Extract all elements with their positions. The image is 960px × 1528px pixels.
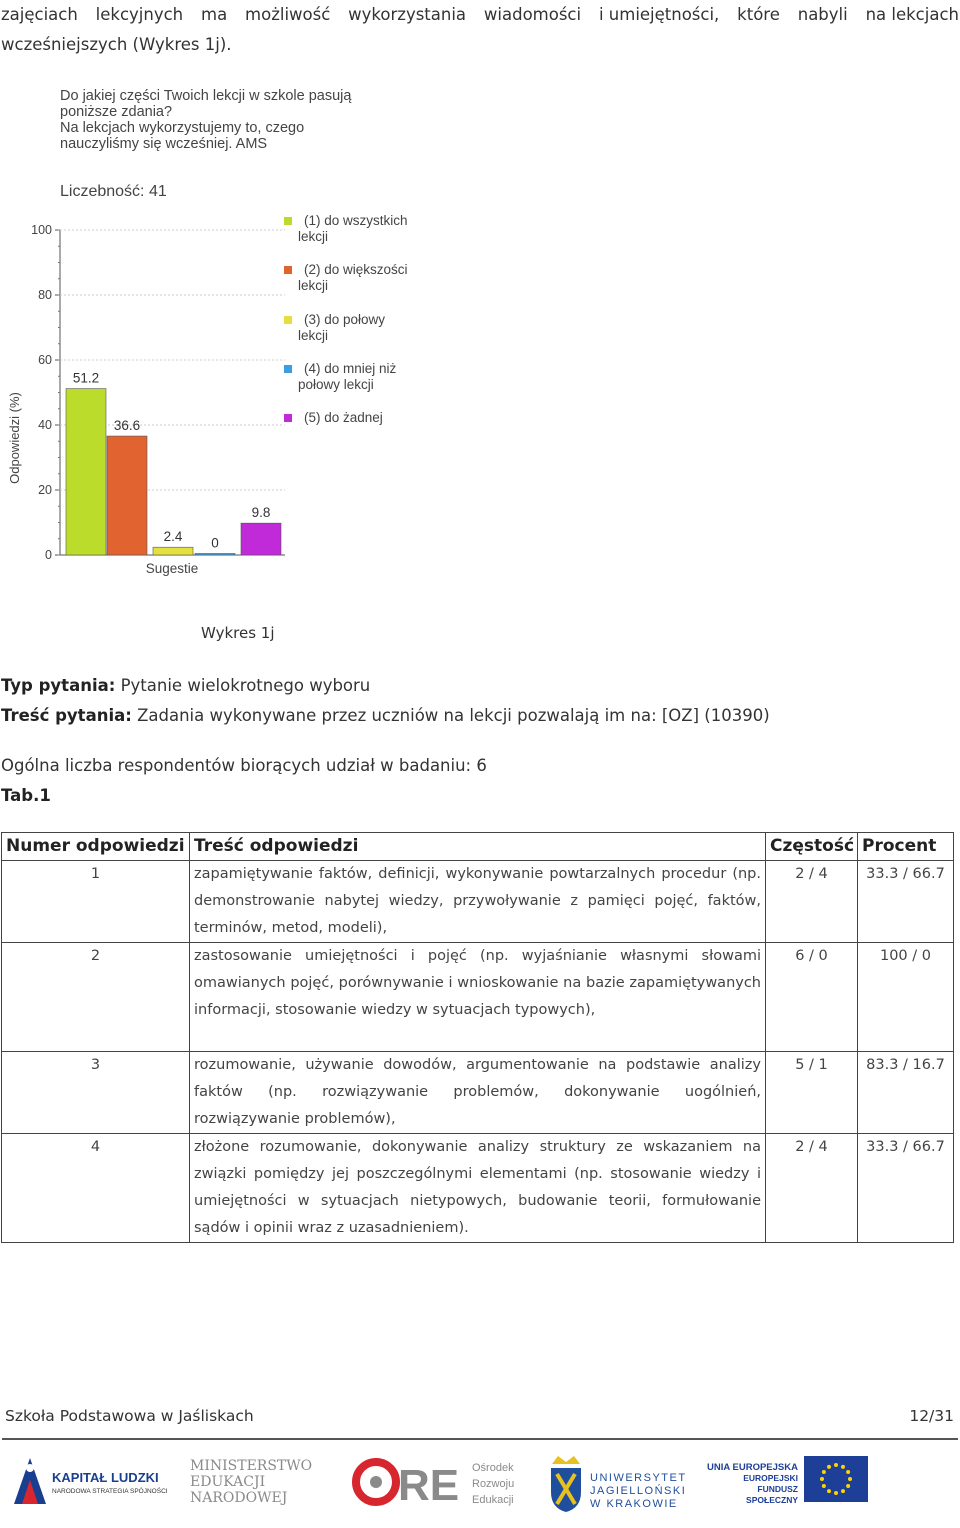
chart-bar [153,547,193,555]
ministry-logo [190,1448,320,1518]
intro-word: wykorzystania [348,5,467,24]
bar-value-label: 9.8 [251,505,271,521]
uj-line-2: JAGIELLOŃSKI [590,1485,687,1497]
eu-star-icon [827,1489,831,1493]
row-frequency: 2 / 4 [766,861,858,943]
eu-star-icon [846,1470,850,1474]
intro-word: i umiejętności, [598,5,720,24]
chart-title-line: Na lekcjach wykorzystujemy to, czego [60,120,305,136]
row-number: 4 [2,1134,190,1243]
legend-label: (2) do większości [304,262,408,277]
ministry-line-3: NARODOWEJ [190,1490,288,1506]
eu-line-2: EUROPEJSKI [743,1473,798,1483]
respondents-count: Ogólna liczba respondentów biorących udział w badaniu: 6 [1,756,487,775]
footer-school-name: Szkoła Podstawowa w Jaśliskach [5,1407,254,1425]
responses-table [1,832,954,1243]
footer-page-number: 12/31 [909,1407,954,1425]
ministry-line-1: MINISTERSTWO [190,1458,313,1474]
table-row [2,943,954,1052]
eu-flag-icon [804,1456,868,1502]
header-percent: Procent [858,833,954,861]
legend-label: lekcji [298,328,329,343]
row-frequency: 2 / 4 [766,1134,858,1243]
table-row [2,1052,954,1134]
question-content [1,706,770,725]
kapital-ludzki-logo [10,1448,170,1518]
header-frequency: Częstość [766,833,858,861]
eu-flag-background [804,1456,868,1502]
intro-line-1 [1,0,959,30]
eu-star-icon [841,1465,845,1469]
row-number: 3 [2,1052,190,1134]
y-tick-label: 0 [45,548,52,562]
table-row [2,861,954,943]
row-percent: 100 / 0 [858,943,954,1052]
eu-star-icon [834,1463,838,1467]
chart-bar [107,436,147,555]
uj-crest-icon [548,1454,584,1514]
ore-line-3: Edukacji [472,1494,514,1506]
legend-swatch [284,316,292,324]
y-tick-label: 80 [38,288,52,302]
legend-label: połowy lekcji [298,377,374,392]
row-text: zapamiętywanie faktów, definicji, wykonywanie powtarzalnych procedur (np. demonstrowanie nabytej wiedzy, przywoływanie z pamięci pojęć, faktów, terminów, metod, modeli), [190,861,766,943]
question-type [1,676,370,695]
chart-count-label: Liczebność: 41 [60,183,167,200]
eu-star-icon [820,1477,824,1481]
ore-mark-icon [352,1454,462,1514]
legend-label: (5) do żadnej [304,410,383,425]
bar-value-label: 36.6 [113,418,141,434]
question-content-label: Treść pytania: [1,706,132,725]
intro-word: wiadomości [483,5,582,24]
legend-swatch [284,266,292,274]
intro-word: możliwość [245,5,331,24]
x-axis-label: Sugestie [145,561,199,576]
kapital-ludzki-emblem-icon [10,1454,50,1510]
ore-line-2: Rozwoju [472,1478,515,1490]
chart-bar [66,389,106,555]
table-row [2,1134,954,1243]
y-tick-label: 60 [38,353,52,367]
eu-star-icon [827,1465,831,1469]
intro-word: nabyli [797,5,848,24]
header-content: Treść odpowiedzi [190,833,766,861]
row-frequency: 6 / 0 [766,943,858,1052]
eu-star-icon [822,1484,826,1488]
legend-swatch [284,217,292,225]
sponsor-logos [0,1448,960,1520]
eu-star-icon [822,1470,826,1474]
uj-line-1: UNIWERSYTET [590,1472,687,1484]
row-number: 2 [2,943,190,1052]
intro-word: które [737,5,780,24]
kapital-ludzki-subtitle: NARODOWA STRATEGIA SPÓJNOŚCI [52,1488,168,1495]
ore-line-1: Ośrodek [472,1462,514,1474]
row-text: złożone rozumowanie, dokonywanie analizy struktury ze wskazaniem na związki pomiędzy jej poszczególnymi elementami (np. stosowanie wiedzy i umiejętności w sytuacjach nietypowych, budowanie teorii, formułowanie sądów i opinii wraz z uzasadnieniem). [190,1134,766,1243]
table-header-row [2,833,954,861]
legend-swatch [284,365,292,373]
legend-label: (4) do mniej niż [304,361,397,376]
intro-word: zajęciach [1,5,78,24]
kapital-ludzki-title: KAPITAŁ LUDZKI [52,1470,159,1485]
table-label: Tab.1 [1,786,51,805]
eu-star-icon [848,1477,852,1481]
legend-swatch [284,414,292,422]
chart-title-line: nauczyliśmy się wcześniej. AMS [60,136,268,152]
row-percent: 83.3 / 16.7 [858,1052,954,1134]
chart-caption: Wykres 1j [201,624,275,642]
uj-logo [548,1448,688,1518]
y-tick-label: 100 [31,223,52,237]
row-percent: 33.3 / 66.7 [858,1134,954,1243]
intro-word: ma [201,5,228,24]
intro-paragraph [1,0,959,60]
y-axis-label: Odpowiedzi (%) [7,392,22,484]
legend-label: lekcji [298,278,329,293]
uj-line-3: W KRAKOWIE [590,1498,678,1510]
row-percent: 33.3 / 66.7 [858,861,954,943]
row-text: zastosowanie umiejętności i pojęć (np. wyjaśnianie własnymi słowami omawianych pojęć, porównywanie i wnioskowanie na bazie zapamiętywanych informacji, stosowanie wiedzy w sytuacjach typowych), [190,943,766,1052]
bar-value-label: 51.2 [72,370,100,386]
footer-divider [2,1438,958,1440]
intro-word: na lekcjach [865,5,959,24]
row-text: rozumowanie, używanie dowodów, argumentowanie na podstawie analizy faktów (np. rozwiązywanie problemów, dokonywanie uogólnień, rozwiązywanie problemów), [190,1052,766,1134]
eu-logo [706,1448,876,1518]
question-type-value: Pytanie wielokrotnego wyboru [120,676,371,695]
chart-bar [195,554,235,556]
header-number: Numer odpowiedzi [2,833,190,861]
legend-label: (3) do połowy [304,312,386,327]
svg-text:RE: RE [398,1461,460,1510]
chart-bar [241,523,281,555]
y-tick-label: 40 [38,418,52,432]
ministry-line-2: EDUKACJI [190,1474,266,1490]
eu-star-icon [841,1489,845,1493]
bar-value-label: 2.4 [163,529,183,545]
eu-line-1: UNIA EUROPEJSKA [707,1462,798,1473]
eu-star-icon [834,1491,838,1495]
legend-label: lekcji [298,229,329,244]
intro-word: lekcyjnych [95,5,184,24]
intro-line-2: wcześniejszych (Wykres 1j). [1,35,232,54]
row-frequency: 5 / 1 [766,1052,858,1134]
question-content-value: Zadania wykonywane przez uczniów na lekcji pozwalają im na: [OZ] (10390) [137,706,770,725]
eu-star-icon [846,1484,850,1488]
survey-bar-chart [0,78,460,598]
eu-line-3: FUNDUSZ SPOŁECZNY [746,1484,798,1505]
chart-title-line: Do jakiej części Twoich lekcji w szkole pasują [60,88,352,104]
row-number: 1 [2,861,190,943]
ore-logo [352,1448,522,1518]
legend-label: (1) do wszystkich [304,213,408,228]
y-tick-label: 20 [38,483,52,497]
chart-title-line: poniższe zdania? [60,104,173,120]
question-type-label: Typ pytania: [1,676,116,695]
bar-value-label: 0 [211,535,219,551]
